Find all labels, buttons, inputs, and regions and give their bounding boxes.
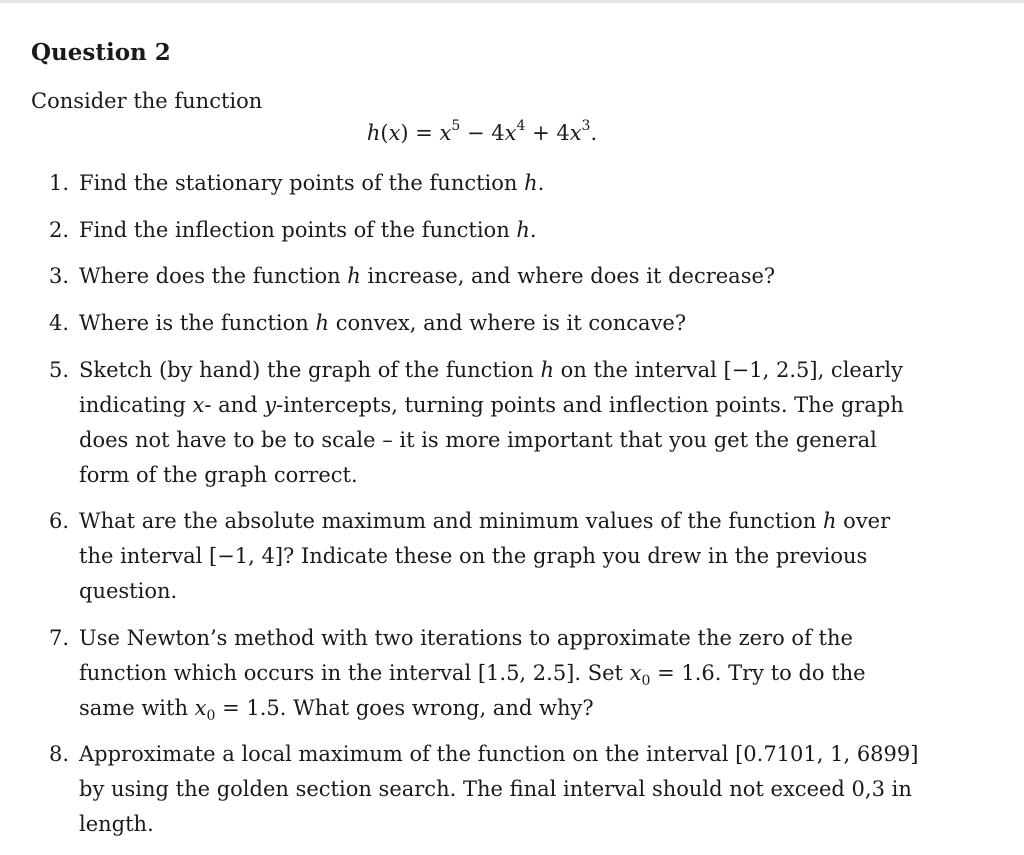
item-line: Find the inflection points of the function h. — [79, 218, 537, 242]
item-line: the interval [−1, 4]? Indicate these on the graph you drew in the previous — [79, 544, 868, 568]
item-line: Approximate a local maximum of the function on the interval [0.7101, 1, 6899] — [79, 742, 919, 766]
item-line: length. — [79, 812, 154, 836]
item-line: Use Newton’s method with two iterations to approximate the zero of the — [79, 626, 853, 650]
item-number: 1. — [49, 171, 70, 195]
item-number: 6. — [49, 509, 70, 533]
item-number: 8. — [49, 742, 70, 766]
question-item-3 — [0, 259, 1024, 294]
question-item-8 — [0, 737, 1024, 842]
question-item-2 — [0, 213, 1024, 248]
item-line: What are the absolute maximum and minimum values of the function h over — [79, 509, 891, 533]
item-line: Where is the function h convex, and where is it concave? — [79, 311, 687, 335]
item-line: form of the graph correct. — [79, 463, 358, 487]
question-item-4 — [0, 306, 1024, 341]
item-line: question. — [79, 579, 178, 603]
question-item-7 — [0, 621, 1024, 726]
item-line: indicating x- and y-intercepts, turning points and inflection points. The graph — [79, 393, 904, 417]
item-number: 3. — [49, 264, 70, 288]
item-line: Sketch (by hand) the graph of the function h on the interval [−1, 2.5], clearly — [79, 358, 903, 382]
item-number: 2. — [49, 218, 70, 242]
item-line: function which occurs in the interval [1.5, 2.5]. Set $x_0 = 1.6$. Try to do the — [79, 661, 866, 690]
question-title: Question 2 — [31, 39, 171, 66]
item-line: Where does the function h increase, and where does it decrease? — [79, 264, 776, 288]
item-line: by using the golden section search. The final interval should not exceed 0,3 in — [79, 777, 912, 801]
top-divider — [0, 0, 1024, 3]
function-equation: $h(x) = x^5 - 4x^4 + 4x^3$. — [366, 118, 598, 145]
item-number: 7. — [49, 626, 70, 650]
question-item-6 — [0, 504, 1024, 609]
item-line: does not have to be to scale – it is more important that you get the general — [79, 428, 877, 452]
question-item-5 — [0, 353, 1024, 493]
item-number: 5. — [49, 358, 70, 382]
item-line: Find the stationary points of the function h. — [79, 171, 545, 195]
item-number: 4. — [49, 311, 70, 335]
intro-text: Consider the function — [31, 89, 263, 113]
question-item-1 — [0, 166, 1024, 201]
item-line: same with $x_0 = 1.5$. What goes wrong, and why? — [79, 696, 594, 725]
